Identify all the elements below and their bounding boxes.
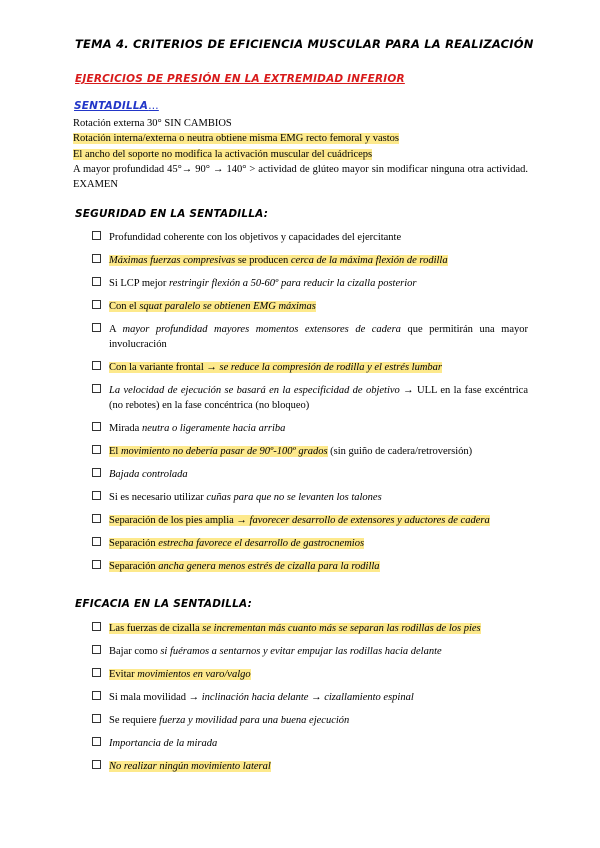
item-text: movimientos en varo/valgo — [137, 669, 251, 680]
list-item — [92, 644, 528, 659]
list-item — [92, 421, 528, 436]
intro-text: Rotación externa 30° SIN CAMBIOS — [73, 118, 232, 129]
item-text: A — [109, 324, 123, 335]
item-text: mayor profundidad mayores momentos extensores de cadera — [122, 324, 401, 335]
list-item — [92, 322, 528, 352]
list-item — [92, 713, 528, 728]
intro-text: A mayor profundidad 45°→ 90° → 140° > actividad de glúteo mayor sin modificar ninguna otra actividad. EXAMEN — [73, 163, 528, 191]
checkbox[interactable] — [92, 491, 101, 500]
item-text: favorecer desarrollo de extensores y aductores de cadera — [249, 515, 490, 526]
checkbox[interactable] — [92, 560, 101, 569]
checkbox[interactable] — [92, 668, 101, 677]
checkbox[interactable] — [92, 737, 101, 746]
item-text: Bajada controlada — [109, 469, 188, 480]
item-text: La velocidad de ejecución se basará en la especificidad de objetivo — [109, 385, 400, 396]
item-text: Se requiere — [109, 715, 160, 726]
item-text: Si mala movilidad → — [109, 692, 202, 703]
intro-line — [73, 162, 528, 193]
item-text: El — [109, 446, 121, 457]
item-text: Separación — [109, 538, 159, 549]
item-text: Si es necesario utilizar — [109, 492, 207, 503]
checkbox[interactable] — [92, 277, 101, 286]
list-item — [92, 621, 528, 636]
subsection-label: SENTADILLA — [74, 100, 149, 112]
list-item — [92, 230, 528, 245]
eficacia-heading: EFICACIA EN LA SENTADILLA: — [75, 598, 252, 610]
list-item — [92, 299, 528, 314]
list-item — [92, 736, 528, 751]
item-text: Las fuerzas de cizalla — [109, 623, 203, 634]
subsection-suffix: … — [148, 100, 159, 112]
item-text: que permitirán una mayor involucración — [109, 324, 528, 350]
list-item — [92, 253, 528, 268]
list-item — [92, 667, 528, 682]
checkbox[interactable] — [92, 468, 101, 477]
list-item — [92, 536, 528, 551]
section-heading: EJERCICIOS DE PRESIÓN EN LA EXTREMIDAD INFERIOR — [75, 73, 405, 85]
checkbox[interactable] — [92, 645, 101, 654]
list-item — [92, 759, 528, 774]
checkbox[interactable] — [92, 514, 101, 523]
item-text: Importancia de la mirada — [109, 738, 218, 749]
item-text: Separación de los pies amplia → — [109, 515, 250, 526]
item-text: Con la variante frontal → — [109, 362, 220, 373]
item-text: squat paralelo se obtienen EMG máximas — [139, 301, 316, 312]
item-text: estrecha favorece el desarrollo de gastrocnemios — [158, 538, 365, 549]
item-text: se incrementan más cuanto más se separan las rodillas de los pies — [202, 623, 481, 634]
checkbox[interactable] — [92, 760, 101, 769]
item-text: Máximas fuerzas compresivas — [109, 255, 236, 266]
intro-text: Rotación interna/externa o neutra obtiene misma EMG recto femoral y vastos — [73, 133, 399, 145]
list-item — [92, 383, 528, 413]
item-text: cerca de la máxima flexión de rodilla — [290, 255, 448, 266]
eficacia-list — [92, 621, 528, 774]
checkbox[interactable] — [92, 445, 101, 454]
list-item — [92, 490, 528, 505]
item-text: inclinación hacia delante → cizallamiento espinal — [201, 692, 414, 703]
checkbox[interactable] — [92, 714, 101, 723]
item-text: Separación — [109, 561, 159, 572]
checkbox[interactable] — [92, 254, 101, 263]
item-text: Si LCP mejor — [109, 278, 169, 289]
checkbox[interactable] — [92, 300, 101, 309]
list-item — [92, 467, 528, 482]
checkbox[interactable] — [92, 384, 101, 393]
subsection-heading — [74, 100, 159, 112]
intro-line — [73, 147, 528, 162]
item-text: cuñas para que no se levanten los talones — [206, 492, 382, 503]
checkbox[interactable] — [92, 622, 101, 631]
item-text: → ULL en la fase excéntrica (no rebotes) en la fase concéntrica (no bloqueo) — [109, 385, 528, 411]
item-text: Bajar como — [109, 646, 161, 657]
list-item — [92, 690, 528, 705]
item-text: No realizar ningún movimiento lateral — [109, 761, 271, 772]
list-item — [92, 360, 528, 375]
checkbox[interactable] — [92, 361, 101, 370]
list-item — [92, 513, 528, 528]
item-text: Mirada — [109, 423, 142, 434]
intro-text: El ancho del soporte no modifica la activación muscular del cuádriceps — [73, 148, 373, 160]
checkbox[interactable] — [92, 691, 101, 700]
item-text: se reduce la compresión de rodilla y el estrés lumbar — [219, 362, 443, 373]
list-item — [92, 559, 528, 574]
item-text: restringir flexión a 50-60º para reducir la cizalla posterior — [169, 278, 417, 289]
intro-line — [73, 116, 528, 131]
item-text: Evitar — [109, 669, 138, 680]
checkbox[interactable] — [92, 537, 101, 546]
list-item — [92, 444, 528, 459]
item-text: Con el — [109, 301, 140, 312]
item-text: movimiento no debería pasar de 90º-100º grados — [120, 446, 328, 457]
item-text: Profundidad coherente con los objetivos y capacidades del ejercitante — [109, 232, 402, 243]
list-item — [92, 276, 528, 291]
seguridad-list — [92, 230, 528, 574]
item-text: se producen — [235, 255, 291, 266]
item-text: neutra o ligeramente hacia arriba — [141, 423, 286, 434]
checkbox[interactable] — [92, 323, 101, 332]
item-text: si fuéramos a sentarnos y evitar empujar las rodillas hacia delante — [160, 646, 442, 657]
intro-line — [73, 131, 528, 146]
checkbox[interactable] — [92, 422, 101, 431]
intro-block — [73, 116, 528, 192]
page-title: TEMA 4. CRITERIOS DE EFICIENCIA MUSCULAR PARA LA REALIZACIÓN — [75, 37, 534, 51]
item-text: ancha genera menos estrés de cizalla para la rodilla — [158, 561, 380, 572]
item-text: fuerza y movilidad para una buena ejecución — [159, 715, 350, 726]
seguridad-heading: SEGURIDAD EN LA SENTADILLA: — [75, 208, 269, 220]
item-text: (sin guiño de cadera/retroversión) — [327, 446, 473, 457]
checkbox[interactable] — [92, 231, 101, 240]
